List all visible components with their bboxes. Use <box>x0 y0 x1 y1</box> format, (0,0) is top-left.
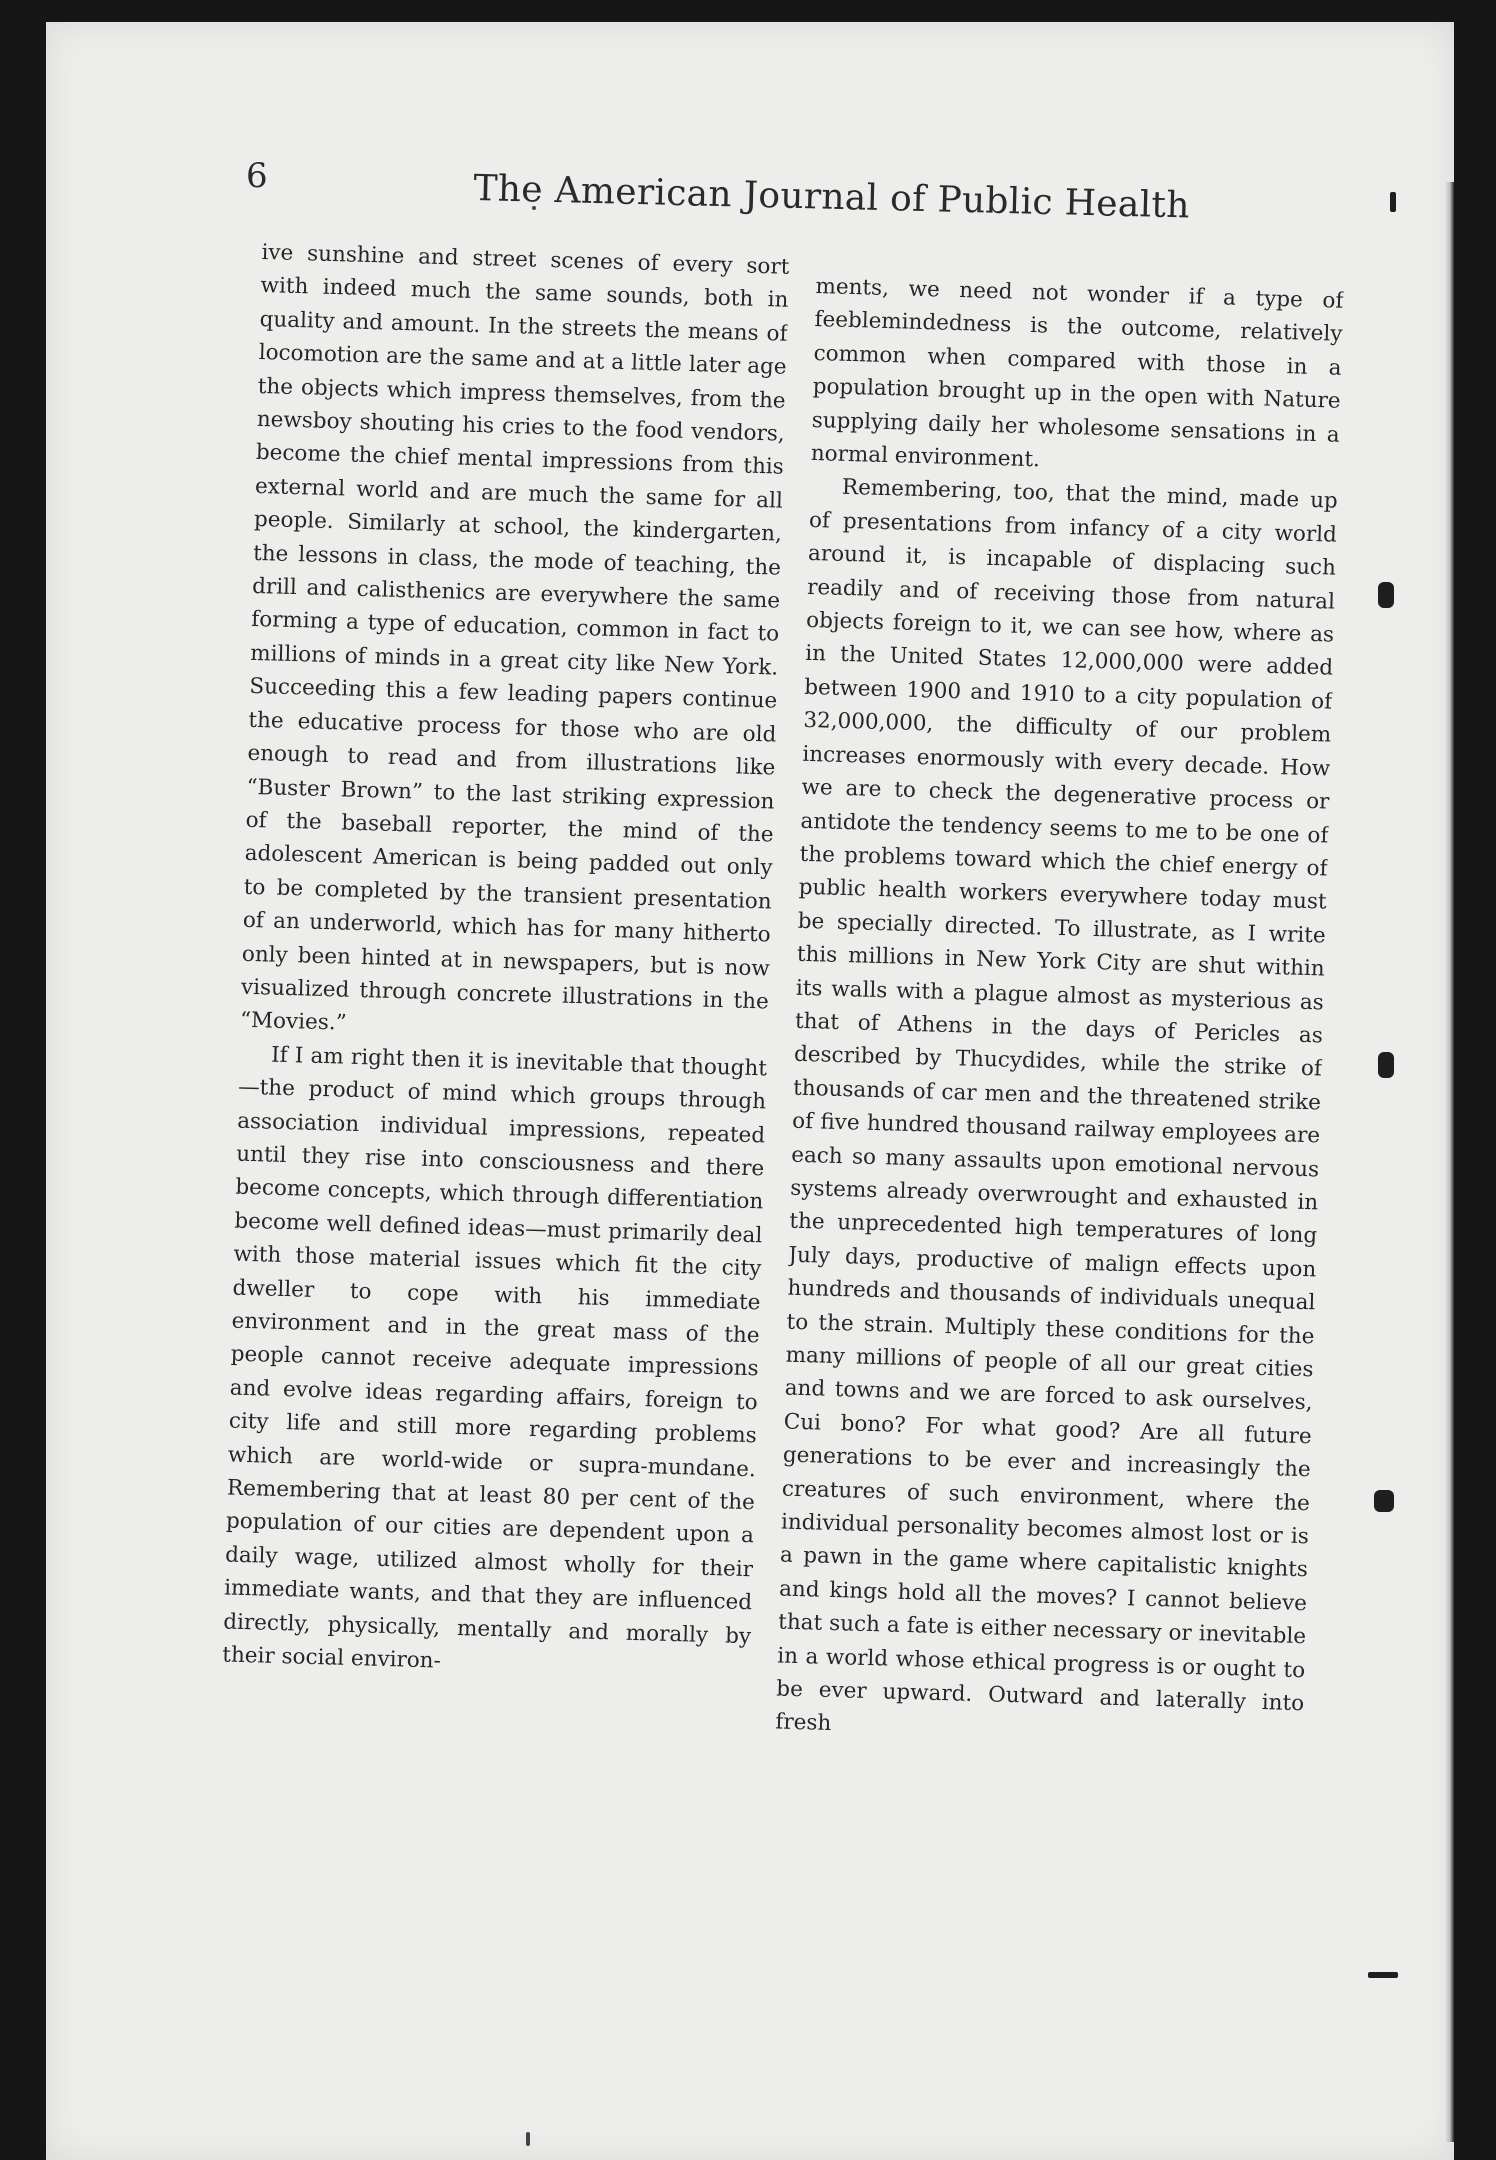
dust-speck <box>526 2132 530 2146</box>
paragraph: Remembering, too, that the mind, made up of presentations from infancy of a city world around it, is incapable of displacing such readily and of receiving those from natural objects foreign to it, we can see how, where as in the United States 12,000,000 were added between 1900 and 1910 to a city population of 32,000,000, the difficulty of our problem increases enormously with every decade. How we are to check the degenerative process or antidote the tendency seems to me to be one of the problems toward which the chief energy of public health workers everywhere today must be specially directed. To illustrate, as I write this millions in New York City are shut within its walls with a plague almost as mysterious as that of Athens in the days of Pericles as described by Thucydides, while the strike of thousands of car men and the threatened strike of five hundred thousand railway employees are each so many assaults upon emotional nervous systems already overwrought and exhausted in the unprecedented high temperatures of long July days, productive of malign effects upon hundreds and thousands of individuals unequal to the strain. Multiply these conditions for the many millions of people of all our great cities and towns and we are forced to ask ourselves, Cui bono? For what good? Are all future generations to be ever and increasingly the creatures of such environment, where the individual personality becomes almost lost or is a pawn in the game where capitalistic knights and kings hold all the moves? I cannot believe that such a fate is either necessary or inevitable in a world whose ethical progress is or ought to be ever upward. Outward and laterally into fresh <box>775 475 1339 1737</box>
paragraph: If I am right then it is inevitable that thought—the product of mind which groups through association individual impressions, repeated until they rise into consciousness and there become concepts, which through differentiation become well defined ideas—must primarily deal with those material issues which fit the city dweller to cope with his immediate environment and in the great mass of the people cannot receive adequate impressions and evolve ideas regarding affairs, foreign to city life and still more regarding problems which are world-wide or supra-mundane. Remembering that at least 80 per cent of the population of our cities are dependent upon a daily wage, utilized almost wholly for their immediate wants, and that they are influenced directly, physically, mentally and morally by their social environ- <box>222 1042 768 1674</box>
page-binding-edge <box>1444 182 1454 2142</box>
binding-mark <box>1378 1052 1394 1078</box>
text-column-left <box>218 236 789 1810</box>
binding-mark <box>1368 1972 1398 1978</box>
page-number: 6 <box>246 156 268 196</box>
paragraph: ive sunshine and street scenes of every sort with indeed much the same sounds, both in quality and amount. In the streets the means of locomotion are the same and at a little later age the objects which impress themselves, from the newsboy shouting his cries to the food vendors, become the chief mental impressions from this external world and are much the same for all people. Similarly at school, the kindergarten, the lessons in class, the mode of teaching, the drill and calisthenics are everywhere the same forming a type of education, common in fact to millions of minds in a great city like New York. Succeeding this a few leading papers continue the educative process for those who are old enough to read and from illustrations like “Buster Brown” to the last striking expression of the baseball reporter, the mind of the adolescent American is being padded out only to be completed by the transient presentation of an underworld, which has for many hitherto only been hinted at in newspapers, but is now visualized through concrete illustrations in the “Movies.” <box>239 239 790 1037</box>
paragraph: ments, we need not wonder if a type of feeblemindedness is the outcome, relatively common when compared with those in a population brought up in the open with Nature supplying daily her wholesome sensations in a normal environment. <box>810 273 1344 473</box>
running-head: The American Journal of Public Health <box>472 168 1191 227</box>
binding-mark <box>1378 582 1394 608</box>
text-column-right <box>772 270 1343 1844</box>
binding-mark <box>1390 192 1396 212</box>
binding-mark <box>1374 1490 1394 1512</box>
